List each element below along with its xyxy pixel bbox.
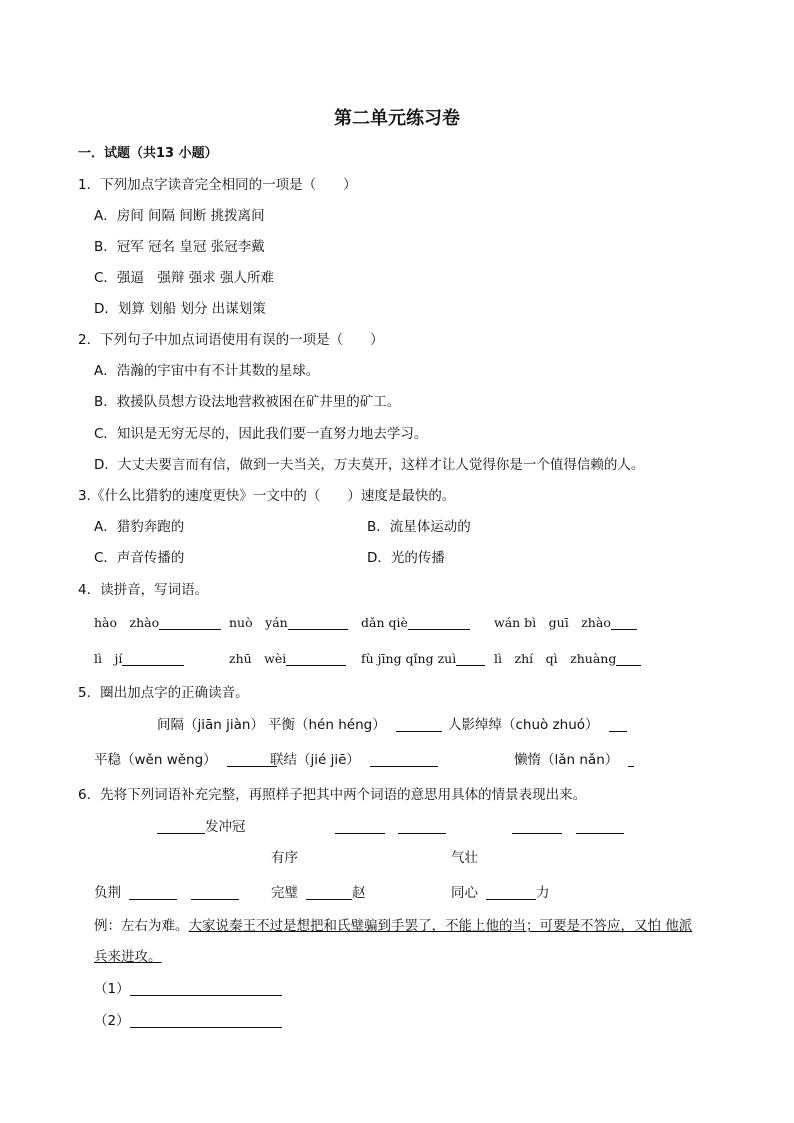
pinyin-item: wán bì guī zhào <box>494 614 637 632</box>
pinyin-item: dǎn qiè <box>361 614 470 632</box>
q2-option-a: A．浩瀚的宇宙中有不计其数的星球。 <box>94 363 320 379</box>
pronunciation-item: 联结（jié jiē） <box>270 751 438 769</box>
idiom-item: 完璧 赵 <box>271 885 366 901</box>
answer-blank[interactable] <box>486 885 536 900</box>
answer-blank[interactable] <box>130 981 282 996</box>
q5-stem: 5．圈出加点字的正确读音。 <box>78 685 249 701</box>
q4-stem: 4．读拼音，写词语。 <box>78 582 209 598</box>
answer-blank[interactable] <box>628 752 634 767</box>
pronunciation-item: 人影绰绰（chuò zhuó） <box>448 716 627 734</box>
idiom-item: 发冲冠 <box>157 818 246 836</box>
answer-blank[interactable] <box>288 615 348 630</box>
q3-option-d: D．光的传播 <box>367 550 445 566</box>
q2-stem: 2．下列句子中加点词语使用有误的一项是（ ） <box>78 332 384 348</box>
q1-option-c: C．强逼 强辩 强求 强人所难 <box>94 270 275 286</box>
idiom-item: 负荆 <box>94 884 239 902</box>
answer-blank[interactable] <box>157 819 205 834</box>
pinyin-item: nuò yán <box>229 614 348 632</box>
pronunciation-item: 平稳（wěn wěng） <box>94 751 277 769</box>
q1-option-d: D．划算 划船 划分 出谋划策 <box>94 301 266 317</box>
example-text: 大家说秦王不过是想把和氏璧骗到手罢了，不能上他的当；可要是不答应，又怕 他派 <box>188 918 693 934</box>
pinyin-item: lì zhí qì zhuàng <box>494 650 641 668</box>
q2-option-d: D．大丈夫要言而有信，做到一夫当关，万夫莫开，这样才让人觉得你是一个值得信赖的人。 <box>94 457 645 473</box>
answer-line-2: （2） <box>94 1012 282 1030</box>
q6-stem: 6．先将下列词语补充完整，再照样子把其中两个词语的意思用具体的情景表现出来。 <box>78 787 587 803</box>
answer-blank[interactable] <box>611 615 637 630</box>
q1-option-a: A．房间 间隔 间断 挑拨离间 <box>94 208 265 224</box>
q3-option-a: A．猎豹奔跑的 <box>94 519 185 535</box>
idiom-word: 有序 <box>271 850 298 866</box>
answer-blank[interactable] <box>456 651 485 666</box>
answer-blank[interactable] <box>616 651 641 666</box>
q2-option-b: B．救援队员想方设法地营救被困在矿井里的矿工。 <box>94 394 401 410</box>
answer-blank[interactable] <box>408 615 470 630</box>
q3-stem: 3.《什么比猎豹的速度更快》一文中的（ ）速度是最快的。 <box>78 488 456 504</box>
section-heading: 一．试题（共13 小题） <box>78 146 218 161</box>
answer-blank[interactable] <box>370 752 438 767</box>
answer-blank[interactable] <box>130 1013 282 1028</box>
answer-blank[interactable] <box>306 885 352 900</box>
pronunciation-item: 平衡（hén héng） <box>268 716 442 734</box>
pinyin-item: zhū wèi <box>229 650 346 668</box>
example-text-continued: 兵来进攻。 <box>94 949 162 965</box>
q3-option-c: C．声音传播的 <box>94 550 185 566</box>
answer-blank[interactable] <box>398 818 446 836</box>
q3-option-b: B．流星体运动的 <box>367 519 471 535</box>
pronunciation-item: 间隔（jiān jiàn） <box>157 717 264 733</box>
answer-blank[interactable] <box>396 717 442 732</box>
pinyin-item: hào zhào <box>94 614 221 632</box>
answer-blank[interactable] <box>129 885 177 900</box>
idiom-item: 同心 力 <box>451 885 550 901</box>
pronunciation-item: 懒惰（lǎn nǎn） <box>514 751 634 769</box>
page-title: 第二单元练习卷 <box>334 108 460 129</box>
answer-blank[interactable] <box>286 651 346 666</box>
pinyin-item: fù jīng qǐng zuì <box>361 650 485 668</box>
answer-blank[interactable] <box>159 615 221 630</box>
answer-blank[interactable] <box>122 651 184 666</box>
q1-option-b: B．冠军 冠名 皇冠 张冠李戴 <box>94 239 265 255</box>
answer-blank[interactable] <box>191 885 239 900</box>
example-line: 例：左右为难。大家说秦王不过是想把和氏璧骗到手罢了，不能上他的当；可要是不答应，又怕 他派 <box>94 918 693 934</box>
answer-blank[interactable] <box>609 717 627 732</box>
pinyin-item: lì jí <box>94 650 184 668</box>
answer-blank[interactable] <box>335 818 385 836</box>
idiom-word: 气壮 <box>451 850 478 866</box>
q1-stem: 1．下列加点字读音完全相同的一项是（ ） <box>78 177 357 193</box>
answer-line-1: （1） <box>94 980 282 998</box>
q2-option-c: C．知识是无穷无尽的，因此我们要一直努力地去学习。 <box>94 426 428 442</box>
answer-blank[interactable] <box>576 818 624 836</box>
answer-blank[interactable] <box>512 818 562 836</box>
